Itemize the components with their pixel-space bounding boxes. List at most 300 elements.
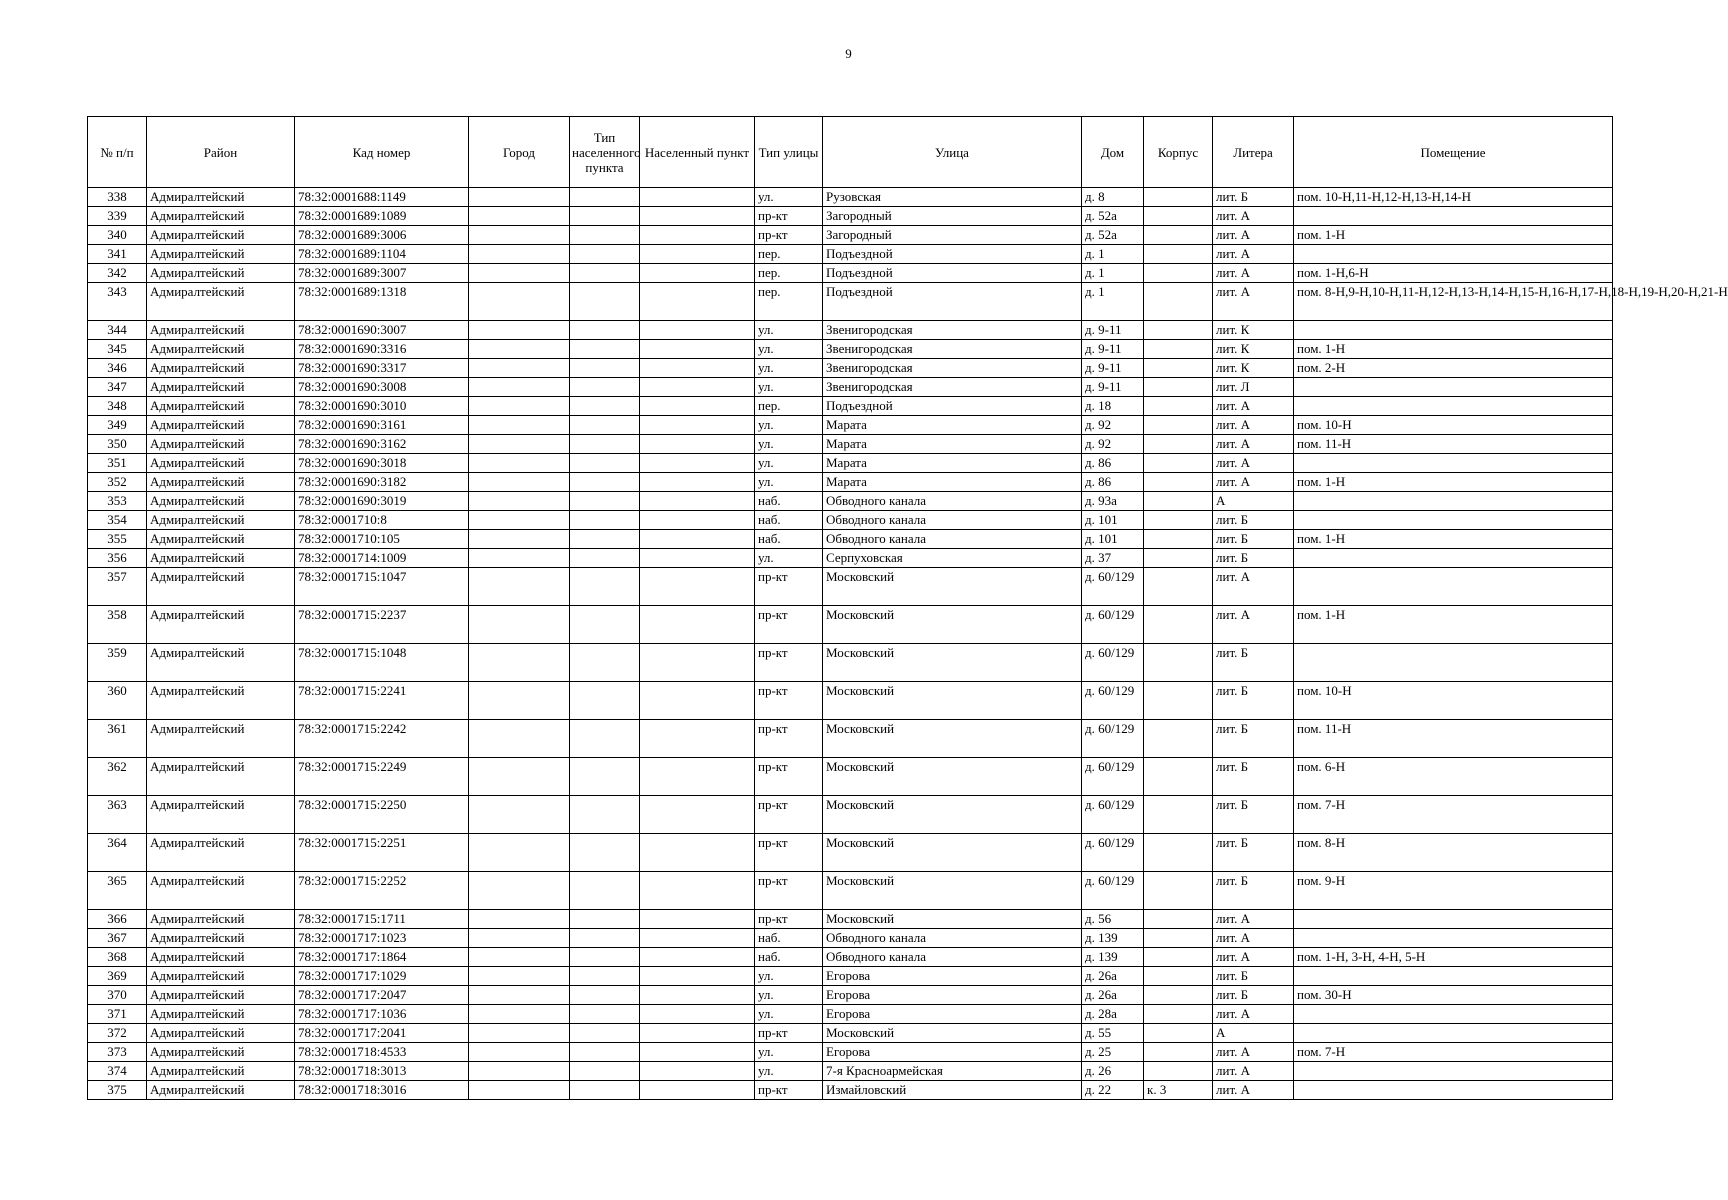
- cell-district: Адмиралтейский: [147, 644, 295, 682]
- cell-city: [469, 929, 570, 948]
- cell-city: [469, 321, 570, 340]
- cell-num: 344: [88, 321, 147, 340]
- cell-cadastral-number: 78:32:0001690:3008: [295, 378, 469, 397]
- cell-street: Обводного канала: [823, 511, 1082, 530]
- cell-house: д. 60/129: [1082, 796, 1144, 834]
- cell-locality: [640, 1081, 755, 1100]
- cell-street-type: пр-кт: [755, 910, 823, 929]
- table-row: [88, 549, 1613, 568]
- cell-locality-type: [570, 226, 640, 245]
- cell-house: д. 1: [1082, 264, 1144, 283]
- cell-locality: [640, 1005, 755, 1024]
- cell-corpus: [1144, 245, 1213, 264]
- cell-litera: лит. А: [1213, 283, 1294, 321]
- cell-city: [469, 568, 570, 606]
- cell-premises: [1294, 549, 1613, 568]
- cell-district: Адмиралтейский: [147, 359, 295, 378]
- cell-premises: пом. 7-Н: [1294, 796, 1613, 834]
- table-row: [88, 321, 1613, 340]
- cell-district: Адмиралтейский: [147, 1081, 295, 1100]
- cell-city: [469, 872, 570, 910]
- cell-street: Звенигородская: [823, 340, 1082, 359]
- cell-street: Марата: [823, 416, 1082, 435]
- cell-litera: лит. Б: [1213, 796, 1294, 834]
- cell-district: Адмиралтейский: [147, 416, 295, 435]
- cell-city: [469, 245, 570, 264]
- cell-premises: [1294, 397, 1613, 416]
- cell-num: 368: [88, 948, 147, 967]
- cell-cadastral-number: 78:32:0001690:3317: [295, 359, 469, 378]
- cell-cadastral-number: 78:32:0001717:2041: [295, 1024, 469, 1043]
- cell-house: д. 139: [1082, 948, 1144, 967]
- cell-cadastral-number: 78:32:0001715:2251: [295, 834, 469, 872]
- cell-street-type: пр-кт: [755, 720, 823, 758]
- cell-house: д. 52а: [1082, 226, 1144, 245]
- cell-street-type: пр-кт: [755, 682, 823, 720]
- table-row: [88, 758, 1613, 796]
- cell-num: 362: [88, 758, 147, 796]
- cell-litera: лит. А: [1213, 397, 1294, 416]
- cell-street: Подъездной: [823, 283, 1082, 321]
- cell-litera: лит. К: [1213, 359, 1294, 378]
- cell-cadastral-number: 78:32:0001689:1318: [295, 283, 469, 321]
- cell-locality: [640, 226, 755, 245]
- cell-num: 370: [88, 986, 147, 1005]
- cell-street: Обводного канала: [823, 929, 1082, 948]
- cell-locality-type: [570, 872, 640, 910]
- cell-locality: [640, 435, 755, 454]
- cell-premises: [1294, 568, 1613, 606]
- cell-district: Адмиралтейский: [147, 226, 295, 245]
- cell-district: Адмиралтейский: [147, 1062, 295, 1081]
- cell-city: [469, 834, 570, 872]
- cell-premises: пом. 2-Н: [1294, 359, 1613, 378]
- cell-house: д. 25: [1082, 1043, 1144, 1062]
- cell-street: Московский: [823, 682, 1082, 720]
- cell-cadastral-number: 78:32:0001689:1104: [295, 245, 469, 264]
- cell-premises: пом. 7-Н: [1294, 1043, 1613, 1062]
- cell-locality-type: [570, 207, 640, 226]
- cell-district: Адмиралтейский: [147, 549, 295, 568]
- cell-num: 355: [88, 530, 147, 549]
- cell-num: 345: [88, 340, 147, 359]
- cell-locality: [640, 967, 755, 986]
- cell-cadastral-number: 78:32:0001710:105: [295, 530, 469, 549]
- cell-house: д. 60/129: [1082, 606, 1144, 644]
- cell-house: д. 9-11: [1082, 321, 1144, 340]
- cell-corpus: [1144, 967, 1213, 986]
- cell-city: [469, 435, 570, 454]
- cell-house: д. 9-11: [1082, 359, 1144, 378]
- cell-city: [469, 606, 570, 644]
- cell-locality-type: [570, 340, 640, 359]
- cell-cadastral-number: 78:32:0001717:1036: [295, 1005, 469, 1024]
- cell-litera: лит. А: [1213, 568, 1294, 606]
- table-row: [88, 397, 1613, 416]
- cell-litera: лит. А: [1213, 207, 1294, 226]
- cell-locality-type: [570, 549, 640, 568]
- column-header-house: Дом: [1082, 117, 1144, 188]
- cell-premises: [1294, 910, 1613, 929]
- cell-street: Звенигородская: [823, 321, 1082, 340]
- cell-cadastral-number: 78:32:0001688:1149: [295, 188, 469, 207]
- cell-house: д. 8: [1082, 188, 1144, 207]
- cell-litera: лит. А: [1213, 473, 1294, 492]
- cell-corpus: [1144, 720, 1213, 758]
- cell-house: д. 9-11: [1082, 378, 1144, 397]
- table-row: [88, 910, 1613, 929]
- cell-locality: [640, 416, 755, 435]
- cell-corpus: [1144, 454, 1213, 473]
- cell-num: 338: [88, 188, 147, 207]
- cell-street: Московский: [823, 568, 1082, 606]
- cell-corpus: [1144, 226, 1213, 245]
- cell-num: 361: [88, 720, 147, 758]
- cell-num: 349: [88, 416, 147, 435]
- cell-num: 353: [88, 492, 147, 511]
- page-number: 9: [845, 46, 852, 61]
- cell-locality-type: [570, 416, 640, 435]
- cell-corpus: [1144, 397, 1213, 416]
- cell-house: д. 22: [1082, 1081, 1144, 1100]
- cell-locality-type: [570, 796, 640, 834]
- cell-locality-type: [570, 454, 640, 473]
- cell-district: Адмиралтейский: [147, 321, 295, 340]
- cell-corpus: [1144, 435, 1213, 454]
- table-row: [88, 530, 1613, 549]
- cell-litera: лит. А: [1213, 264, 1294, 283]
- property-register-table: [87, 116, 1728, 1100]
- cell-litera: лит. А: [1213, 1062, 1294, 1081]
- table-row: [88, 245, 1613, 264]
- cell-district: Адмиралтейский: [147, 986, 295, 1005]
- cell-locality: [640, 283, 755, 321]
- cell-district: Адмиралтейский: [147, 929, 295, 948]
- cell-locality: [640, 549, 755, 568]
- cell-premises: пом. 1-Н: [1294, 226, 1613, 245]
- cell-district: Адмиралтейский: [147, 283, 295, 321]
- cell-locality: [640, 986, 755, 1005]
- cell-cadastral-number: 78:32:0001690:3019: [295, 492, 469, 511]
- cell-cadastral-number: 78:32:0001715:2237: [295, 606, 469, 644]
- cell-district: Адмиралтейский: [147, 454, 295, 473]
- cell-locality: [640, 929, 755, 948]
- cell-locality: [640, 682, 755, 720]
- cell-district: Адмиралтейский: [147, 720, 295, 758]
- cell-street: 7-я Красноармейская: [823, 1062, 1082, 1081]
- cell-litera: лит. Б: [1213, 986, 1294, 1005]
- cell-house: д. 1: [1082, 245, 1144, 264]
- cell-litera: лит. Б: [1213, 834, 1294, 872]
- cell-cadastral-number: 78:32:0001689:3007: [295, 264, 469, 283]
- cell-cadastral-number: 78:32:0001690:3162: [295, 435, 469, 454]
- cell-locality: [640, 530, 755, 549]
- cell-street: Московский: [823, 758, 1082, 796]
- cell-street: Московский: [823, 1024, 1082, 1043]
- cell-litera: лит. Б: [1213, 530, 1294, 549]
- table-row: [88, 872, 1613, 910]
- cell-street-type: ул.: [755, 340, 823, 359]
- cell-street-type: пр-кт: [755, 1081, 823, 1100]
- cell-street: Рузовская: [823, 188, 1082, 207]
- cell-locality-type: [570, 530, 640, 549]
- cell-premises: пом. 11-Н: [1294, 435, 1613, 454]
- cell-premises: [1294, 207, 1613, 226]
- cell-district: Адмиралтейский: [147, 568, 295, 606]
- cell-city: [469, 511, 570, 530]
- cell-premises: пом. 9-Н: [1294, 872, 1613, 910]
- cell-num: 374: [88, 1062, 147, 1081]
- cell-district: Адмиралтейский: [147, 1005, 295, 1024]
- cell-street-type: пер.: [755, 264, 823, 283]
- cell-litera: лит. А: [1213, 1081, 1294, 1100]
- cell-premises: [1294, 511, 1613, 530]
- cell-locality: [640, 492, 755, 511]
- cell-locality: [640, 606, 755, 644]
- cell-city: [469, 758, 570, 796]
- cell-street-type: наб.: [755, 511, 823, 530]
- cell-locality: [640, 644, 755, 682]
- cell-street-type: ул.: [755, 1005, 823, 1024]
- cell-district: Адмиралтейский: [147, 758, 295, 796]
- table-row: [88, 454, 1613, 473]
- cell-litera: лит. Б: [1213, 758, 1294, 796]
- cell-litera: лит. Б: [1213, 644, 1294, 682]
- cell-cadastral-number: 78:32:0001717:1029: [295, 967, 469, 986]
- cell-locality-type: [570, 1005, 640, 1024]
- cell-litera: лит. А: [1213, 948, 1294, 967]
- cell-street: Звенигородская: [823, 359, 1082, 378]
- cell-locality: [640, 1043, 755, 1062]
- cell-street-type: наб.: [755, 948, 823, 967]
- cell-num: 342: [88, 264, 147, 283]
- cell-street-type: пер.: [755, 397, 823, 416]
- cell-num: 348: [88, 397, 147, 416]
- table-row: [88, 264, 1613, 283]
- cell-premises: [1294, 492, 1613, 511]
- cell-locality: [640, 245, 755, 264]
- table-row: [88, 378, 1613, 397]
- cell-litera: лит. Б: [1213, 511, 1294, 530]
- cell-locality-type: [570, 188, 640, 207]
- cell-num: 372: [88, 1024, 147, 1043]
- cell-premises: пом. 8-Н: [1294, 834, 1613, 872]
- cell-locality: [640, 1024, 755, 1043]
- cell-district: Адмиралтейский: [147, 397, 295, 416]
- cell-corpus: [1144, 1062, 1213, 1081]
- cell-locality-type: [570, 1081, 640, 1100]
- cell-locality: [640, 834, 755, 872]
- cell-street-type: пр-кт: [755, 644, 823, 682]
- cell-house: д. 56: [1082, 910, 1144, 929]
- cell-street-type: ул.: [755, 1062, 823, 1081]
- table-row: [88, 1043, 1613, 1062]
- cell-city: [469, 283, 570, 321]
- cell-locality: [640, 758, 755, 796]
- cell-district: Адмиралтейский: [147, 473, 295, 492]
- cell-corpus: [1144, 188, 1213, 207]
- cell-premises: [1294, 454, 1613, 473]
- cell-cadastral-number: 78:32:0001718:3016: [295, 1081, 469, 1100]
- cell-num: 363: [88, 796, 147, 834]
- cell-street-type: ул.: [755, 321, 823, 340]
- cell-locality: [640, 568, 755, 606]
- cell-street-type: пер.: [755, 283, 823, 321]
- cell-premises: пом. 8-Н,9-Н,10-Н,11-Н,12-Н,13-Н,14-Н,15-Н,16-Н,17-Н,18-Н,19-Н,20-Н,21-Н: [1294, 283, 1613, 321]
- cell-street-type: ул.: [755, 378, 823, 397]
- cell-num: 346: [88, 359, 147, 378]
- cell-locality-type: [570, 948, 640, 967]
- table-row: [88, 359, 1613, 378]
- cell-corpus: [1144, 606, 1213, 644]
- cell-locality-type: [570, 758, 640, 796]
- cell-locality: [640, 720, 755, 758]
- cell-street-type: ул.: [755, 473, 823, 492]
- cell-premises: [1294, 644, 1613, 682]
- cell-num: 369: [88, 967, 147, 986]
- cell-corpus: [1144, 644, 1213, 682]
- cell-city: [469, 340, 570, 359]
- cell-street: Московский: [823, 834, 1082, 872]
- column-header-corpus: Корпус: [1144, 117, 1213, 188]
- cell-district: Адмиралтейский: [147, 967, 295, 986]
- cell-num: 351: [88, 454, 147, 473]
- cell-locality: [640, 264, 755, 283]
- cell-cadastral-number: 78:32:0001717:2047: [295, 986, 469, 1005]
- cell-locality-type: [570, 720, 640, 758]
- cell-house: д. 55: [1082, 1024, 1144, 1043]
- cell-cadastral-number: 78:32:0001690:3182: [295, 473, 469, 492]
- cell-premises: пом. 30-Н: [1294, 986, 1613, 1005]
- cell-street: Подъездной: [823, 245, 1082, 264]
- table-row: [88, 1024, 1613, 1043]
- table-row: [88, 340, 1613, 359]
- cell-litera: лит. А: [1213, 245, 1294, 264]
- cell-corpus: [1144, 511, 1213, 530]
- cell-city: [469, 1005, 570, 1024]
- cell-street: Обводного канала: [823, 492, 1082, 511]
- table-row: [88, 511, 1613, 530]
- cell-litera: А: [1213, 1024, 1294, 1043]
- cell-premises: [1294, 929, 1613, 948]
- cell-street-type: ул.: [755, 967, 823, 986]
- cell-locality-type: [570, 606, 640, 644]
- cell-num: 359: [88, 644, 147, 682]
- cell-street: Загородный: [823, 226, 1082, 245]
- cell-street: Подъездной: [823, 264, 1082, 283]
- cell-street: Московский: [823, 606, 1082, 644]
- cell-cadastral-number: 78:32:0001690:3316: [295, 340, 469, 359]
- cell-cadastral-number: 78:32:0001690:3161: [295, 416, 469, 435]
- cell-city: [469, 796, 570, 834]
- table-row: [88, 226, 1613, 245]
- cell-city: [469, 188, 570, 207]
- cell-city: [469, 720, 570, 758]
- cell-locality: [640, 359, 755, 378]
- cell-street-type: ул.: [755, 416, 823, 435]
- cell-city: [469, 1081, 570, 1100]
- cell-num: 364: [88, 834, 147, 872]
- cell-street: Московский: [823, 910, 1082, 929]
- cell-litera: лит. А: [1213, 454, 1294, 473]
- cell-corpus: [1144, 1043, 1213, 1062]
- cell-corpus: [1144, 929, 1213, 948]
- column-header-premises: Помещение: [1294, 117, 1613, 188]
- table-row: [88, 834, 1613, 872]
- cell-street-type: ул.: [755, 1043, 823, 1062]
- cell-num: 365: [88, 872, 147, 910]
- cell-house: д. 60/129: [1082, 872, 1144, 910]
- cell-num: 340: [88, 226, 147, 245]
- cell-street-type: ул.: [755, 454, 823, 473]
- cell-locality: [640, 948, 755, 967]
- cell-locality: [640, 321, 755, 340]
- cell-corpus: [1144, 796, 1213, 834]
- cell-street: Звенигородская: [823, 378, 1082, 397]
- cell-premises: [1294, 321, 1613, 340]
- cell-premises: [1294, 245, 1613, 264]
- cell-district: Адмиралтейский: [147, 188, 295, 207]
- cell-district: Адмиралтейский: [147, 1043, 295, 1062]
- cell-num: 373: [88, 1043, 147, 1062]
- cell-house: д. 101: [1082, 530, 1144, 549]
- cell-city: [469, 1024, 570, 1043]
- cell-litera: лит. Б: [1213, 967, 1294, 986]
- cell-street: Измайловский: [823, 1081, 1082, 1100]
- cell-corpus: [1144, 549, 1213, 568]
- cell-corpus: [1144, 283, 1213, 321]
- cell-city: [469, 644, 570, 682]
- cell-cadastral-number: 78:32:0001715:2242: [295, 720, 469, 758]
- cell-district: Адмиралтейский: [147, 796, 295, 834]
- cell-litera: А: [1213, 492, 1294, 511]
- cell-locality: [640, 872, 755, 910]
- cell-house: д. 86: [1082, 473, 1144, 492]
- cell-locality: [640, 796, 755, 834]
- cell-corpus: [1144, 1005, 1213, 1024]
- cell-cadastral-number: 78:32:0001690:3018: [295, 454, 469, 473]
- table-row: [88, 644, 1613, 682]
- cell-locality: [640, 910, 755, 929]
- cell-house: д. 60/129: [1082, 834, 1144, 872]
- cell-locality-type: [570, 321, 640, 340]
- cell-num: 350: [88, 435, 147, 454]
- cell-district: Адмиралтейский: [147, 606, 295, 644]
- cell-locality-type: [570, 644, 640, 682]
- cell-corpus: [1144, 948, 1213, 967]
- cell-num: 360: [88, 682, 147, 720]
- cell-street-type: пр-кт: [755, 834, 823, 872]
- cell-street: Егорова: [823, 986, 1082, 1005]
- cell-corpus: [1144, 340, 1213, 359]
- column-header-city: Город: [469, 117, 570, 188]
- cell-cadastral-number: 78:32:0001690:3010: [295, 397, 469, 416]
- cell-cadastral-number: 78:32:0001715:1047: [295, 568, 469, 606]
- cell-street: Егорова: [823, 1005, 1082, 1024]
- cell-locality-type: [570, 1062, 640, 1081]
- cell-city: [469, 530, 570, 549]
- cell-premises: пом. 1-Н, 3-Н, 4-Н, 5-Н: [1294, 948, 1613, 967]
- cell-city: [469, 1062, 570, 1081]
- cell-locality-type: [570, 473, 640, 492]
- cell-district: Адмиралтейский: [147, 207, 295, 226]
- table-row: [88, 416, 1613, 435]
- cell-house: д. 92: [1082, 416, 1144, 435]
- cell-cadastral-number: 78:32:0001710:8: [295, 511, 469, 530]
- cell-cadastral-number: 78:32:0001717:1023: [295, 929, 469, 948]
- cell-house: д. 92: [1082, 435, 1144, 454]
- cell-corpus: [1144, 378, 1213, 397]
